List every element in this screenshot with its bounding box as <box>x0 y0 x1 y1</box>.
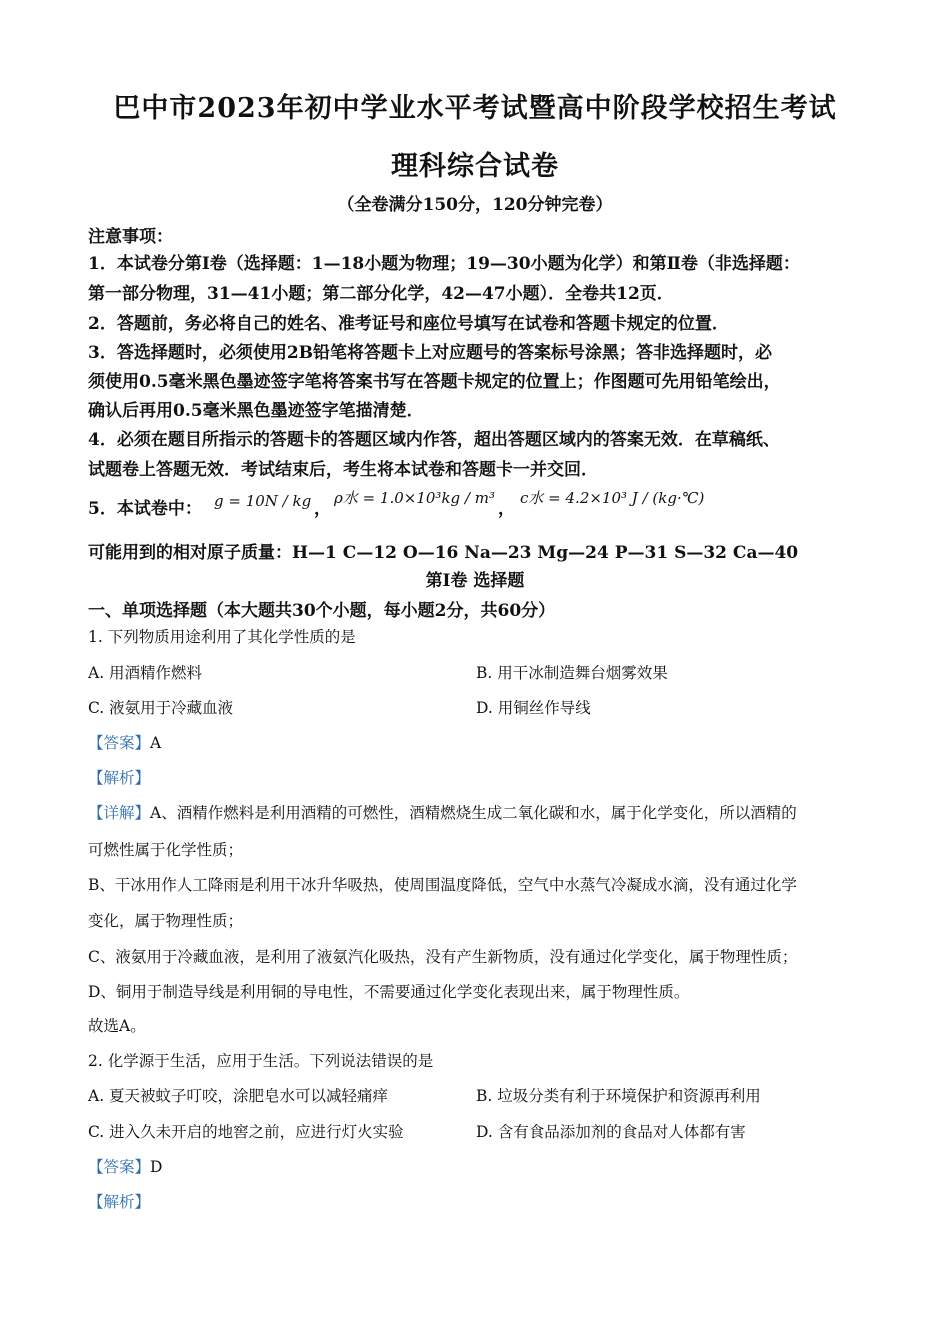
question-2-option-a: A. 夏天被蚊子叮咬，涂肥皂水可以减轻痛痒 <box>88 1087 389 1105</box>
exam-subtitle: 理科综合试卷 <box>391 151 559 182</box>
notice-item-1-line-2: 第一部分物理，31—41小题；第二部分化学，42—47小题）．全卷共12页． <box>88 284 674 304</box>
question-1-option-d: D. 用铜丝作导线 <box>476 699 591 717</box>
question-2-option-c: C. 进入久未开启的地窖之前，应进行灯火实验 <box>88 1123 404 1141</box>
question-1-detail-line-1 <box>88 801 797 823</box>
comma-separator: ， <box>498 499 515 519</box>
question-2-stem: 2. 化学源于生活，应用于生活。下列说法错误的是 <box>88 1052 434 1070</box>
notice-item-2: 2．答题前，务必将自己的姓名、准考证号和座位号填写在试卷和答题卡规定的位置． <box>88 314 729 334</box>
formula-g: g = 10N / kg <box>214 492 312 510</box>
question-1-detail-line-2: 可燃性属于化学性质； <box>88 841 244 859</box>
question-1-answer <box>88 731 161 753</box>
part-one-heading: 一、单项选择题（本大题共30个小题，每小题2分，共60分） <box>88 601 556 621</box>
question-1-option-b: B. 用干冰制造舞台烟雾效果 <box>476 664 668 682</box>
question-1-detail-line-5: C、液氨用于冷藏血液，是利用了液氨汽化吸热，没有产生新物质，没有通过化学变化，属于物理性质； <box>88 948 798 966</box>
question-2-answer <box>88 1155 162 1177</box>
section-title: 第Ⅰ卷 选择题 <box>425 571 525 591</box>
answer-label: 【答案】 <box>88 1158 151 1176</box>
question-2-analysis-label: 【解析】 <box>88 1193 151 1211</box>
question-2-option-d: D. 含有食品添加剂的食品对人体都有害 <box>476 1123 746 1141</box>
notice-item-5-prefix: 5．本试卷中： <box>88 499 202 519</box>
question-1-detail-line-3: B、干冰用作人工降雨是利用干冰升华吸热，使周围温度降低，空气中水蒸气冷凝成水滴，没有通过化学 <box>88 876 797 894</box>
question-1-detail-line-6: D、铜用于制造导线是利用铜的导电性，不需要通过化学变化表现出来，属于物理性质。 <box>88 983 690 1001</box>
notice-item-1-line-1: 1．本试卷分第Ⅰ卷（选择题：1—18小题为物理；19—30小题为化学）和第Ⅱ卷（非选择题： <box>88 254 800 274</box>
notice-item-4-line-2: 试题卷上答题无效．考试结束后，考生将本试卷和答题卡一并交回． <box>88 460 598 480</box>
notice-item-3-line-1: 3．答选择题时，必须使用2B铅笔将答题卡上对应题号的答案标号涂黑；答非选择题时，必 <box>88 343 773 363</box>
question-2-option-b: B. 垃圾分类有利于环境保护和资源再利用 <box>476 1087 761 1105</box>
question-1-conclusion: 故选A。 <box>88 1017 146 1035</box>
notice-item-5 <box>88 494 202 519</box>
comma-separator: ， <box>314 499 331 519</box>
answer-label: 【答案】 <box>88 734 151 752</box>
exam-title: 巴中市2023年初中学业水平考试暨高中阶段学校招生考试 <box>113 93 837 124</box>
question-1-detail-line-4: 变化，属于物理性质； <box>88 912 244 930</box>
answer-value: D <box>150 1158 163 1176</box>
formula-c: c水 = 4.2×10³ J / (kg·℃) <box>520 489 705 507</box>
formula-rho: ρ水 = 1.0×10³kg / m³ <box>334 489 495 507</box>
detail-text: A、酒精作燃料是利用酒精的可燃性，酒精燃烧生成二氧化碳和水，属于化学变化，所以酒精的 <box>150 804 797 822</box>
question-1-stem: 1. 下列物质用途利用了其化学性质的是 <box>88 628 356 646</box>
notice-item-3-line-3: 确认后再用0.5毫米黑色墨迹签字笔描清楚． <box>88 401 424 421</box>
notice-heading: 注意事项： <box>88 227 173 247</box>
atomic-mass-note: 可能用到的相对原子质量：H—1 C—12 O—16 Na—23 Mg—24 P—31 S—32 Ca—40 <box>88 543 799 563</box>
score-note: （全卷满分150分，120分钟完卷） <box>337 195 613 215</box>
question-1-option-a: A. 用酒精作燃料 <box>88 664 203 682</box>
question-1-analysis-label: 【解析】 <box>88 769 151 787</box>
notice-item-4-line-1: 4．必须在题目所指示的答题卡的答题区域内作答，超出答题区域内的答案无效．在草稿纸、 <box>88 430 780 450</box>
answer-value: A <box>150 734 162 752</box>
detail-label: 【详解】 <box>88 804 151 822</box>
notice-item-3-line-2: 须使用0.5毫米黑色墨迹签字笔将答案书写在答题卡规定的位置上；作图题可先用铅笔绘出， <box>88 372 781 392</box>
question-1-option-c: C. 液氨用于冷藏血液 <box>88 699 234 717</box>
